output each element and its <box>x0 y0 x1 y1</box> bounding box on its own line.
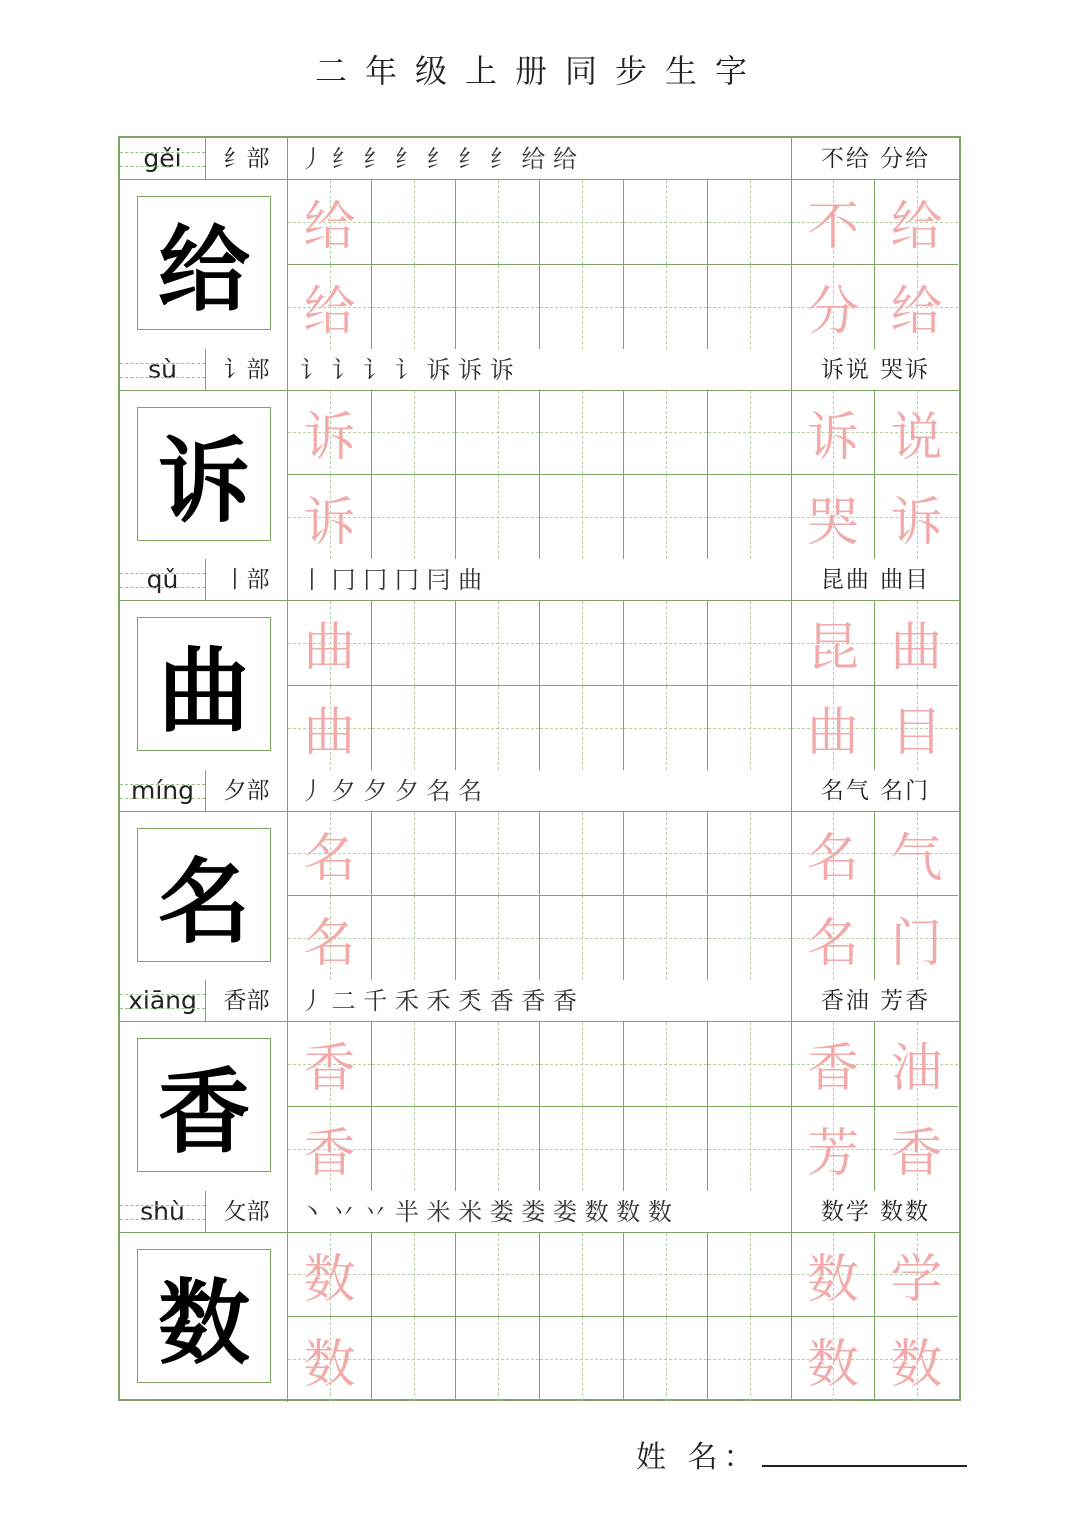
trace-char: 名 <box>303 828 356 889</box>
word-list: 数学 数数 <box>820 1198 931 1225</box>
model-char-box <box>120 1022 288 1191</box>
word-trace-cell[interactable] <box>875 1022 958 1107</box>
practice-cell[interactable] <box>708 265 792 349</box>
trace-cell[interactable] <box>288 180 372 265</box>
trace-cell[interactable] <box>288 601 372 686</box>
stroke-order: 丿 二 千 禾 禾 秂 香 香 香 <box>288 980 792 1022</box>
model-char-box <box>120 391 288 560</box>
practice-grid <box>288 180 959 349</box>
word-list: 香油 芳香 <box>820 988 931 1014</box>
radical-label: 讠部 <box>206 349 288 391</box>
practice-cell[interactable] <box>372 1107 456 1191</box>
practice-cell[interactable] <box>708 475 792 559</box>
pinyin-label: qǔ <box>120 559 206 601</box>
trace-char: 说 <box>890 407 943 468</box>
model-char-box <box>120 601 288 770</box>
stroke-order: 丶 丷 丷 半 米 米 娄 娄 娄 数 数 数 <box>288 1191 792 1233</box>
practice-cell[interactable] <box>456 391 540 476</box>
block-header <box>120 1191 959 1233</box>
trace-char: 芳 <box>806 1124 859 1184</box>
practice-grid <box>288 391 959 560</box>
block-header <box>120 770 959 812</box>
trace-cell[interactable] <box>288 812 372 897</box>
char-block <box>120 770 959 981</box>
practice-cell[interactable] <box>456 180 540 265</box>
trace-char: 目 <box>890 703 943 763</box>
practice-grid <box>288 812 959 981</box>
block-header <box>120 559 959 601</box>
practice-cell[interactable] <box>708 1317 792 1401</box>
trace-char: 数 <box>303 1334 356 1395</box>
practice-cell[interactable] <box>624 1022 708 1107</box>
trace-char: 诉 <box>303 407 356 468</box>
pinyin-label: gěi <box>120 138 206 180</box>
pinyin-label: míng <box>120 770 206 812</box>
trace-char: 哭 <box>806 492 859 553</box>
practice-cell[interactable] <box>540 896 624 980</box>
model-char-box <box>120 180 288 349</box>
char-block <box>120 980 959 1191</box>
practice-grid <box>288 1233 959 1402</box>
trace-char: 诉 <box>890 492 943 553</box>
practice-cell[interactable] <box>624 1107 708 1191</box>
trace-char: 名 <box>806 913 859 974</box>
trace-char: 香 <box>303 1039 356 1100</box>
trace-char: 曲 <box>303 618 356 679</box>
trace-char: 诉 <box>303 492 356 553</box>
word-trace-cell[interactable] <box>791 391 875 476</box>
practice-cell[interactable] <box>624 601 708 686</box>
trace-cell[interactable] <box>288 1317 372 1401</box>
practice-cell[interactable] <box>456 896 540 980</box>
model-char: 曲 <box>137 617 271 751</box>
practice-cell[interactable] <box>372 686 456 770</box>
practice-cell[interactable] <box>540 391 624 476</box>
practice-cell[interactable] <box>708 601 792 686</box>
practice-cell[interactable] <box>708 180 792 265</box>
trace-cell[interactable] <box>288 686 372 770</box>
radical-label: 攵部 <box>206 1191 288 1233</box>
char-block <box>120 1191 959 1402</box>
word-list: 不给 分给 <box>820 146 931 172</box>
practice-cell[interactable] <box>540 1022 624 1107</box>
practice-cell[interactable] <box>540 265 624 349</box>
practice-grid <box>288 601 959 770</box>
trace-char: 气 <box>890 828 943 889</box>
word-trace-cell[interactable] <box>791 896 875 980</box>
trace-char: 昆 <box>806 618 859 679</box>
trace-cell[interactable] <box>288 475 372 559</box>
word-trace-cell[interactable] <box>875 686 958 770</box>
trace-char: 数 <box>806 1249 859 1310</box>
word-trace-cell[interactable] <box>791 1022 875 1107</box>
trace-char: 名 <box>806 828 859 889</box>
pinyin-label: shù <box>120 1191 206 1233</box>
trace-char: 香 <box>806 1039 859 1100</box>
practice-cell[interactable] <box>540 475 624 559</box>
practice-cell[interactable] <box>624 1233 708 1318</box>
stroke-order: 丿 夕 夕 夕 名 名 <box>288 770 792 812</box>
model-char: 名 <box>137 828 271 962</box>
model-char-box <box>120 812 288 981</box>
practice-cell[interactable] <box>456 1107 540 1191</box>
word-list: 昆曲 曲目 <box>820 567 931 593</box>
practice-cell[interactable] <box>456 601 540 686</box>
trace-cell[interactable] <box>288 265 372 349</box>
trace-char: 曲 <box>303 703 356 763</box>
practice-cell[interactable] <box>624 265 708 349</box>
practice-cell[interactable] <box>372 1317 456 1401</box>
word-trace-cell[interactable] <box>875 1233 958 1318</box>
trace-char: 香 <box>890 1124 943 1184</box>
practice-cell[interactable] <box>708 686 792 770</box>
practice-cell[interactable] <box>372 265 456 349</box>
practice-cell[interactable] <box>456 1022 540 1107</box>
trace-char: 数 <box>890 1334 943 1395</box>
practice-grid <box>288 1022 959 1191</box>
practice-cell[interactable] <box>372 180 456 265</box>
practice-cell[interactable] <box>708 1107 792 1191</box>
practice-cell[interactable] <box>624 391 708 476</box>
trace-char: 曲 <box>890 618 943 679</box>
word-trace-cell[interactable] <box>875 1107 958 1191</box>
practice-cell[interactable] <box>624 812 708 897</box>
word-list: 诉说 哭诉 <box>820 356 931 383</box>
word-trace-cell[interactable] <box>875 391 958 476</box>
trace-char: 给 <box>890 282 943 342</box>
practice-cell[interactable] <box>540 1233 624 1318</box>
block-header <box>120 980 959 1022</box>
word-trace-cell[interactable] <box>791 1107 875 1191</box>
trace-char: 数 <box>303 1249 356 1310</box>
trace-char: 数 <box>806 1334 859 1395</box>
block-header <box>120 138 959 180</box>
practice-cell[interactable] <box>372 475 456 559</box>
trace-cell[interactable] <box>288 1107 372 1191</box>
practice-cell[interactable] <box>708 896 792 980</box>
practice-cell[interactable] <box>372 896 456 980</box>
practice-cell[interactable] <box>708 812 792 897</box>
trace-char: 给 <box>303 197 356 258</box>
word-trace-cell[interactable] <box>875 180 958 265</box>
pinyin-label: xiāng <box>120 980 206 1022</box>
page-title: 二年级上册同步生字 <box>314 52 765 90</box>
trace-char: 给 <box>303 282 356 342</box>
word-trace-cell[interactable] <box>791 475 875 559</box>
practice-cell[interactable] <box>372 1233 456 1318</box>
practice-cell[interactable] <box>372 1022 456 1107</box>
practice-cell[interactable] <box>708 1233 792 1318</box>
word-trace-cell[interactable] <box>791 812 875 897</box>
char-block <box>120 138 959 349</box>
word-trace-cell[interactable] <box>875 896 958 980</box>
trace-cell[interactable] <box>288 896 372 980</box>
practice-cell[interactable] <box>540 1107 624 1191</box>
practice-cell[interactable] <box>540 180 624 265</box>
practice-cell[interactable] <box>456 265 540 349</box>
model-char-box <box>120 1233 288 1402</box>
practice-cell[interactable] <box>456 686 540 770</box>
name-label: 姓 名： <box>636 1440 760 1475</box>
stroke-order: 讠 讠 讠 讠 诉 诉 诉 <box>288 349 792 391</box>
practice-cell[interactable] <box>540 601 624 686</box>
char-block <box>120 559 959 770</box>
word-trace-cell[interactable] <box>875 601 958 686</box>
practice-cell[interactable] <box>624 1317 708 1401</box>
practice-cell[interactable] <box>372 601 456 686</box>
trace-char: 油 <box>890 1039 943 1100</box>
radical-label: 纟部 <box>206 138 288 180</box>
practice-sheet <box>118 136 961 1401</box>
word-trace-cell[interactable] <box>791 1317 875 1401</box>
practice-cell[interactable] <box>540 812 624 897</box>
practice-cell[interactable] <box>456 475 540 559</box>
trace-char: 曲 <box>806 703 859 763</box>
name-input-line[interactable] <box>762 1465 967 1467</box>
word-trace-cell[interactable] <box>875 812 958 897</box>
word-list: 名气 名门 <box>820 777 931 804</box>
word-trace-cell[interactable] <box>875 475 958 559</box>
char-block <box>120 349 959 560</box>
model-char: 诉 <box>137 407 271 541</box>
radical-label: 香部 <box>206 980 288 1022</box>
practice-cell[interactable] <box>624 686 708 770</box>
trace-char: 名 <box>303 913 356 974</box>
trace-char: 学 <box>890 1249 943 1310</box>
trace-char: 门 <box>890 913 943 974</box>
practice-cell[interactable] <box>456 1233 540 1318</box>
trace-cell[interactable] <box>288 391 372 476</box>
practice-cell[interactable] <box>456 1317 540 1401</box>
block-header <box>120 349 959 391</box>
model-char: 数 <box>137 1249 271 1383</box>
stroke-order: 丿 纟 纟 纟 纟 纟 纟 给 给 <box>288 138 792 180</box>
practice-cell[interactable] <box>624 475 708 559</box>
practice-cell[interactable] <box>708 391 792 476</box>
radical-label: 丨部 <box>206 559 288 601</box>
trace-char: 诉 <box>806 407 859 468</box>
pinyin-label: sù <box>120 349 206 391</box>
trace-char: 不 <box>806 197 859 258</box>
radical-label: 夕部 <box>206 770 288 812</box>
trace-char: 给 <box>890 197 943 258</box>
word-trace-cell[interactable] <box>875 265 958 349</box>
trace-char: 香 <box>303 1124 356 1184</box>
word-trace-cell[interactable] <box>791 686 875 770</box>
word-trace-cell[interactable] <box>791 601 875 686</box>
word-trace-cell[interactable] <box>791 180 875 265</box>
practice-cell[interactable] <box>708 1022 792 1107</box>
practice-cell[interactable] <box>456 812 540 897</box>
word-trace-cell[interactable] <box>875 1317 958 1401</box>
stroke-order: 丨 冂 冂 冂 冃 曲 <box>288 559 792 601</box>
practice-cell[interactable] <box>540 686 624 770</box>
trace-cell[interactable] <box>288 1022 372 1107</box>
practice-cell[interactable] <box>372 391 456 476</box>
word-trace-cell[interactable] <box>791 265 875 349</box>
practice-cell[interactable] <box>624 180 708 265</box>
model-char: 给 <box>137 196 271 330</box>
practice-cell[interactable] <box>372 812 456 897</box>
trace-char: 分 <box>806 282 859 342</box>
trace-cell[interactable] <box>288 1233 372 1318</box>
practice-cell[interactable] <box>540 1317 624 1401</box>
practice-cell[interactable] <box>624 896 708 980</box>
word-trace-cell[interactable] <box>791 1233 875 1318</box>
model-char: 香 <box>137 1038 271 1172</box>
